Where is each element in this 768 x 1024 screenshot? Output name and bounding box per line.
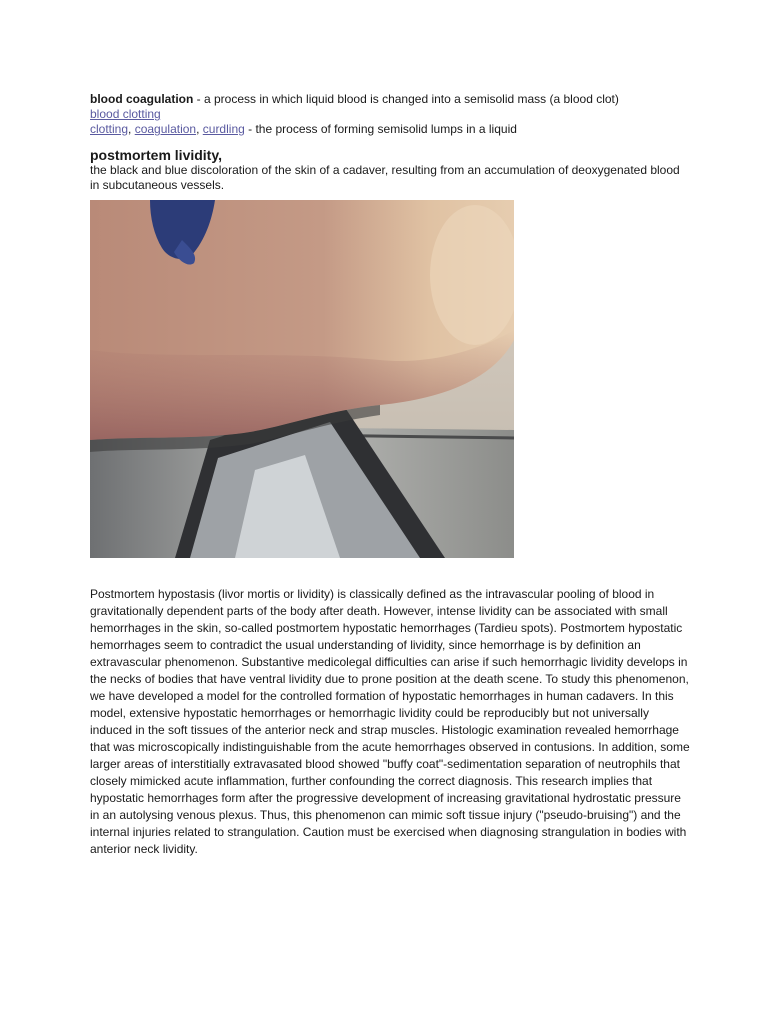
link-coagulation[interactable]: coagulation: [134, 122, 197, 136]
separator: ,: [196, 122, 203, 136]
entry-blood-coagulation: [90, 92, 690, 107]
link-clotting[interactable]: clotting: [90, 122, 129, 136]
link-curdling[interactable]: curdling: [202, 122, 245, 136]
link-blood-clotting[interactable]: blood clotting: [90, 107, 161, 121]
entry-definition: - a process in which liquid blood is changed into a semisolid mass (a blood clot): [193, 92, 619, 106]
entry-clotting: [90, 122, 690, 137]
separator: ,: [128, 122, 135, 136]
lividity-photo: [90, 200, 514, 558]
body-paragraph: Postmortem hypostasis (livor mortis or lividity) is classically defined as the intravascular pooling of blood in gravitationally dependent parts of the body after death. However, intense lividity can be associated with small hemorrhages in the skin, so-called postmortem hypostatic hemorrhages (Tardieu spots). Postmortem hypostatic hemorrhages seem to contradict the usual understanding of lividity, since hemorrhage is by definition an extravascular phenomenon. Substantive medicolegal difficulties can arise if such hemorrhagic lividity develops in the necks of bodies that have ventral lividity due to prone position at the death scene. To study this phenomenon, we have developed a model for the controlled formation of hypostatic hemorrhages in human cadavers. In this model, extensive hypostatic hemorrhages or hemorrhagic lividity could be reproducibly but not universally induced in the soft tissues of the anterior neck and strap muscles. Histologic examination revealed hemorrhage that was microscopically indistinguishable from the acute hemorrhages observed in contusions. In addition, some larger areas of interstitially extravasated blood showed "buffy coat"-sedimentation separation of neutrophils that closely mimicked acute inflammation, further confounding the correct diagnosis. This research implies that hypostatic hemorrhages form after the progressive development of increasing gravitational hydrostatic pressure in an autolysing venous plexus. Thus, this phenomenon can mimic soft tissue injury ("pseudo-bruising") and the internal injuries related to strangulation. Caution must be exercised when diagnosing strangulation in bodies with anterior neck lividity.: [90, 587, 690, 856]
document-page: [90, 92, 690, 858]
section-heading: postmortem lividity,: [90, 147, 222, 163]
synonym-line: [90, 107, 690, 122]
entry-term: blood coagulation: [90, 92, 194, 106]
section-definition: the black and blue discoloration of the skin of a cadaver, resulting from an accumulation of deoxygenated blood in subcutaneous vessels.: [90, 163, 680, 192]
entry-definition: - the process of forming semisolid lumps in a liquid: [244, 122, 517, 136]
